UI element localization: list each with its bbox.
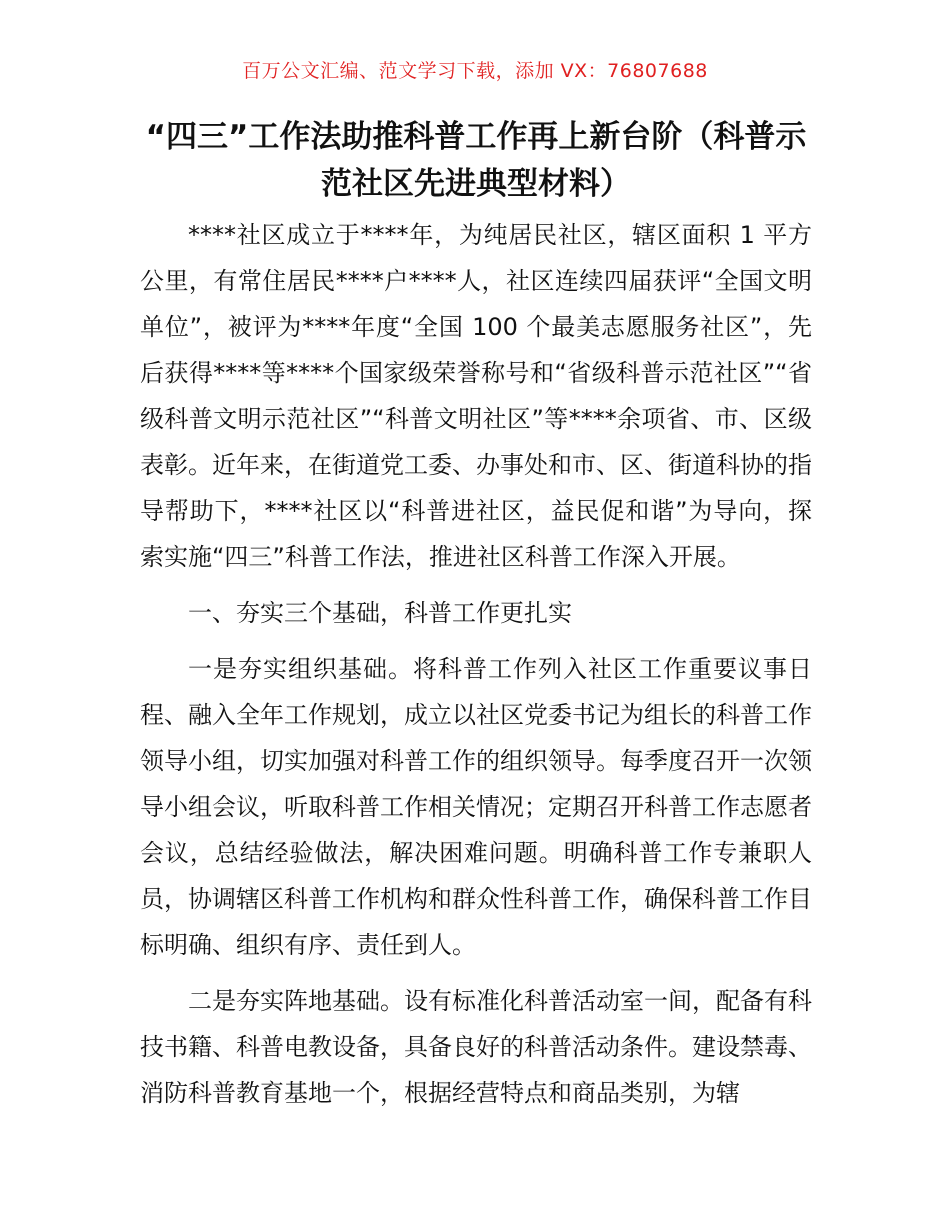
paragraph-intro: ****社区成立于****年，为纯居民社区，辖区面积 1 平方公里，有常住居民****户****人，社区连续四届获评“全国文明单位”，被评为****年度“全国 100 个最美志愿服务社区”，先后获得****等****个国家级荣誉称号和“省级科普示范社区”“省级科普文明示范社区”“科普文明社区”等****余项省、市、区级表彰。近年来，在街道党工委、办事处和市、区、街道科协的指导帮助下，****社区以“科普进社区，益民促和谐”为导向，探索实施“四三”科普工作法，推进社区科普工作深入开展。 (140, 221, 812, 571)
paragraph-organization-basis: 一是夯实组织基础。将科普工作列入社区工作重要议事日程、融入全年工作规划，成立以社区党委书记为组长的科普工作领导小组，切实加强对科普工作的组织领导。每季度召开一次领导小组会议，听取科普工作相关情况；定期召开科普工作志愿者会议，总结经验做法，解决困难问题。明确科普工作专兼职人员，协调辖区科普工作机构和群众性科普工作，确保科普工作目标明确、组织有序、责任到人。 (140, 655, 812, 959)
paragraph-venue-basis: 二是夯实阵地基础。设有标准化科普活动室一间，配备有科技书籍、科普电教设备，具备良好的科普活动条件。建设禁毒、消防科普教育基地一个，根据经营特点和商品类别，为辖 (140, 987, 812, 1107)
section-heading-1: 一、夯实三个基础，科普工作更扎实 (188, 599, 572, 627)
document-body (140, 212, 812, 1116)
header-watermark-note: 百万公文汇编、范文学习下载，添加 VX：76807688 (242, 60, 708, 82)
document-title: “四三”工作法助推科普工作再上新台阶（科普示范社区先进典型材料） (145, 119, 807, 202)
